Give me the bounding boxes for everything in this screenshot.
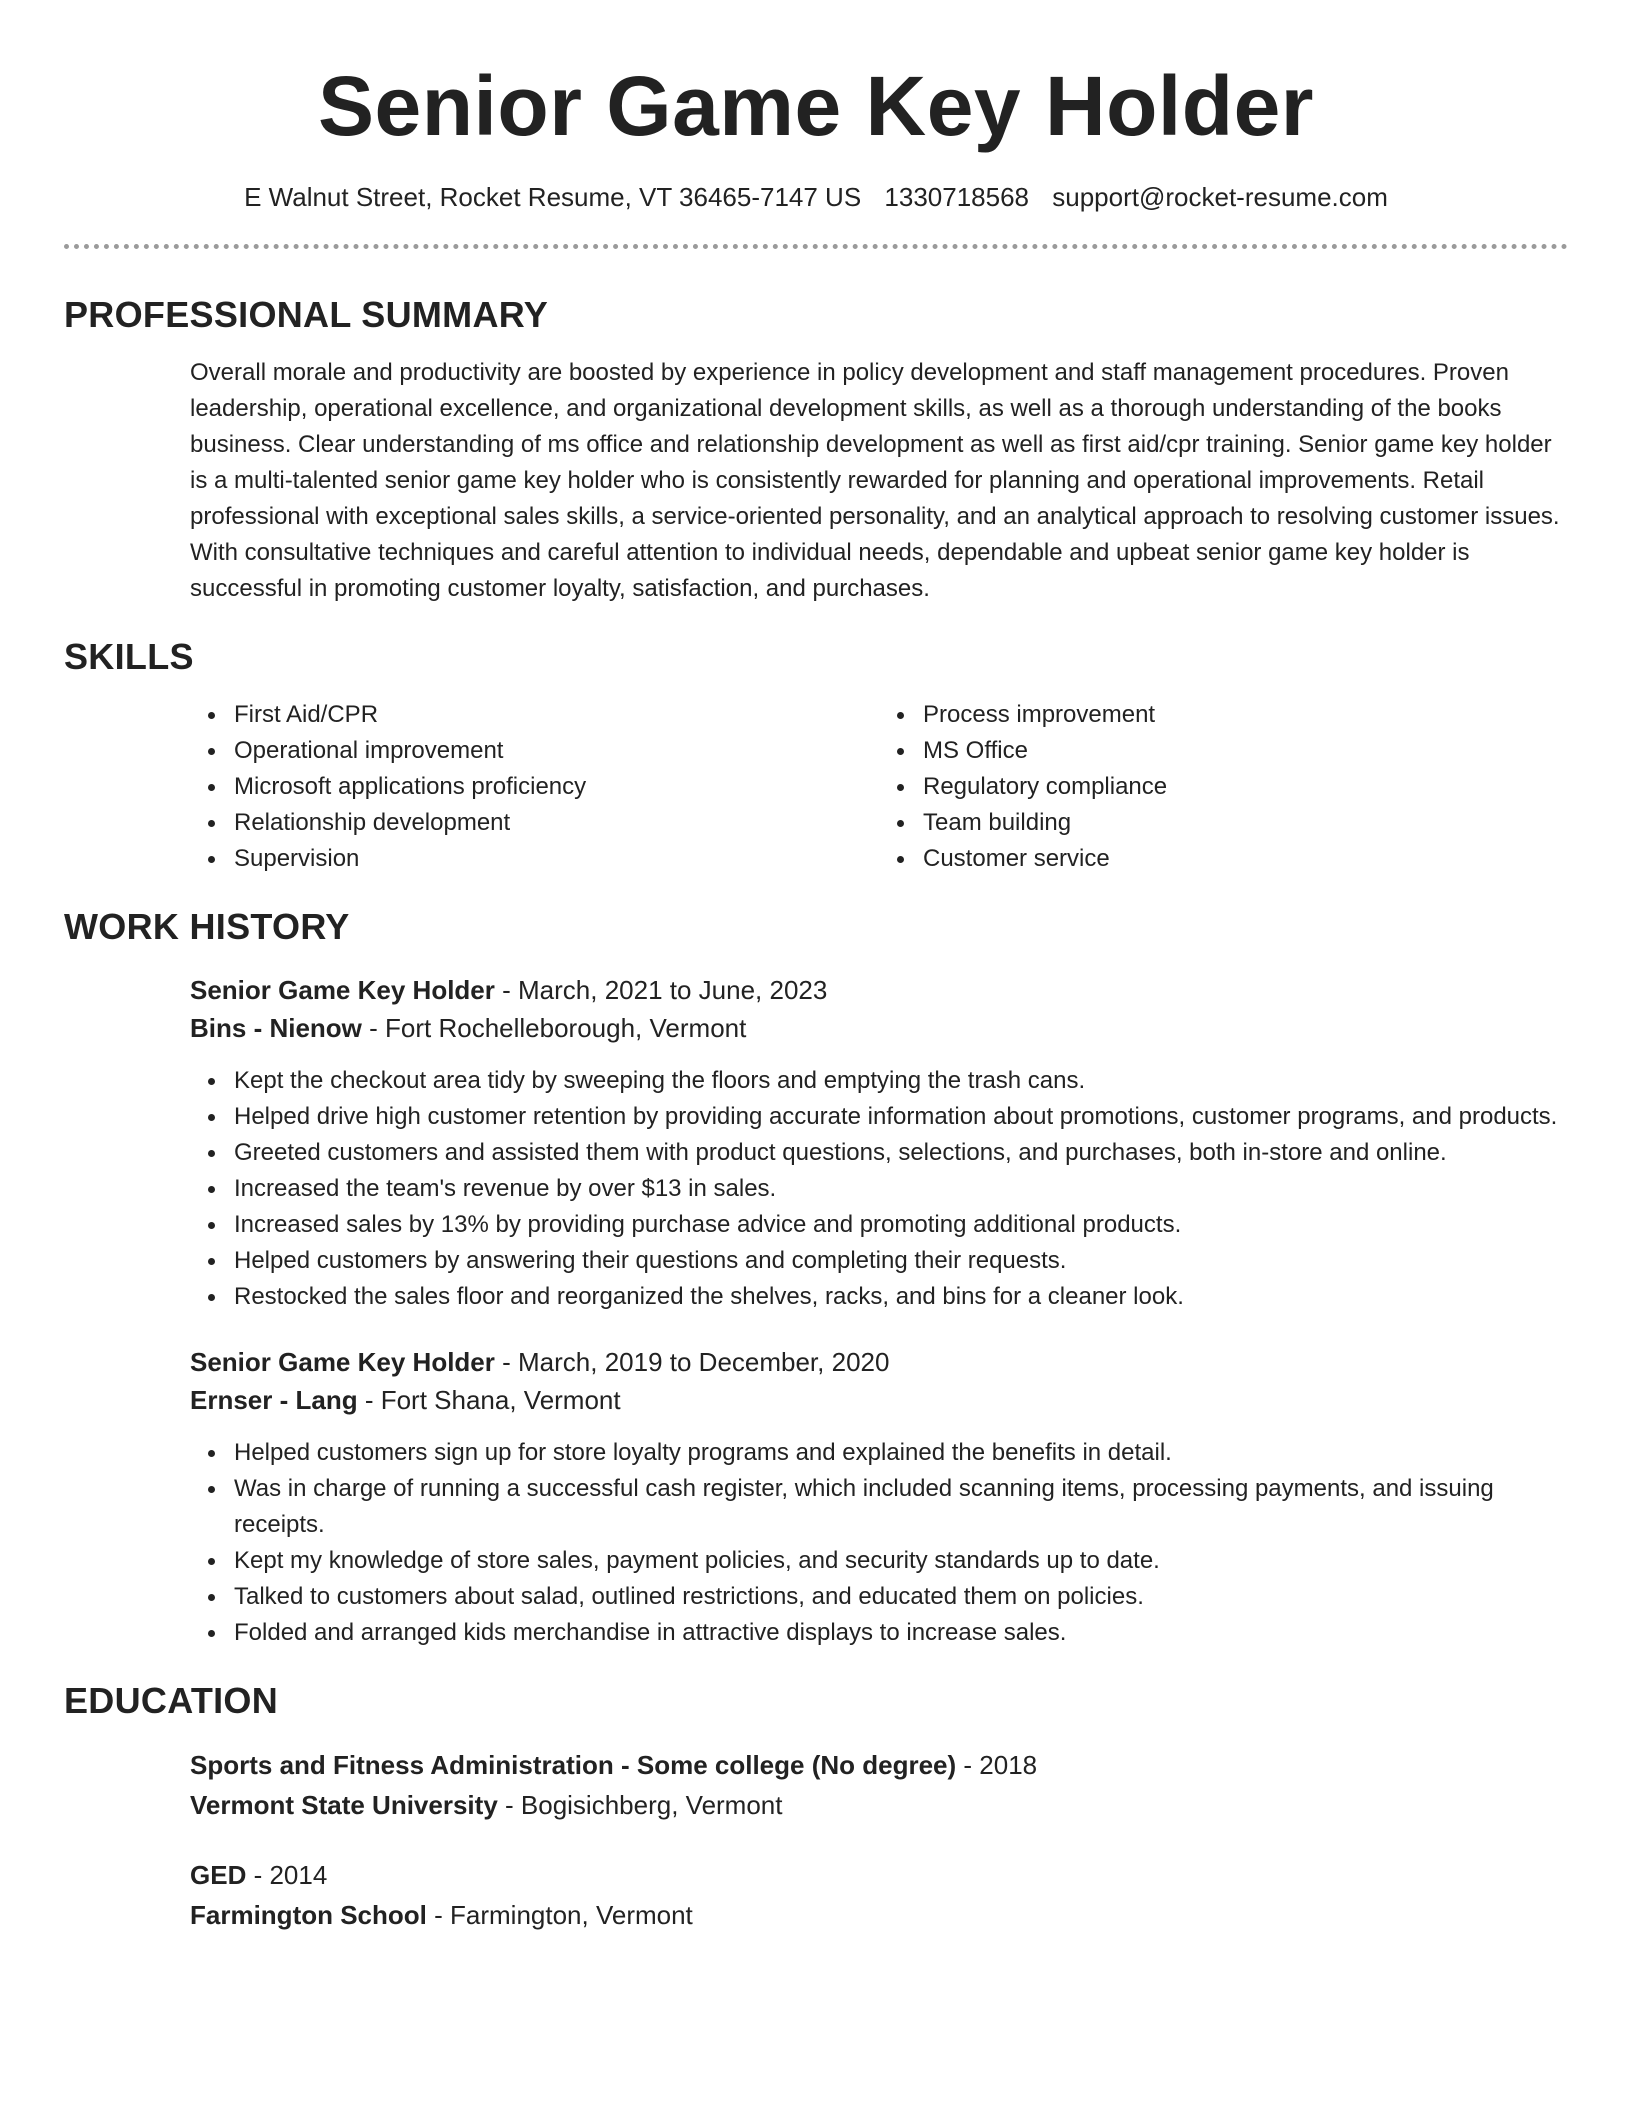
job-bullet: Helped drive high customer retention by providing accurate information about promotions, customer programs, and products. bbox=[234, 1099, 1568, 1135]
education-year: - 2018 bbox=[963, 1750, 1038, 1780]
job-role: Senior Game Key Holder bbox=[190, 1347, 495, 1377]
skill-item: First Aid/CPR bbox=[234, 697, 879, 733]
job-bullet: Kept the checkout area tidy by sweeping the floors and emptying the trash cans. bbox=[234, 1063, 1568, 1099]
job-role: Senior Game Key Holder bbox=[190, 975, 495, 1005]
summary-section bbox=[64, 293, 1568, 607]
job-bullet: Greeted customers and assisted them with product questions, selections, and purchases, both in-store and online. bbox=[234, 1135, 1568, 1171]
job-company-line bbox=[190, 1381, 1568, 1419]
work-section bbox=[64, 905, 1568, 1651]
job-entry bbox=[190, 1343, 1568, 1651]
summary-text: Overall morale and productivity are boosted by experience in policy development and staff management procedures. Proven leadership, operational excellence, and organizational development skills, as well as a thorough understanding of the books business. Clear understanding of ms office and relationship development as well as first aid/cpr training. Senior game key holder is a multi-talented senior game key holder who is consistently rewarded for planning and operational improvements. Retail professional with exceptional sales skills, a service-oriented personality, and an analytical approach to resolving customer issues. With consultative techniques and careful attention to individual needs, dependable and upbeat senior game key holder is successful in promoting customer loyalty, satisfaction, and purchases. bbox=[190, 359, 1560, 602]
skill-item: Process improvement bbox=[923, 697, 1568, 733]
skill-item: Relationship development bbox=[234, 805, 879, 841]
skills-grid bbox=[190, 697, 1568, 877]
skill-item: Customer service bbox=[923, 841, 1568, 877]
job-dates: - March, 2021 to June, 2023 bbox=[502, 975, 828, 1005]
job-bullet: Was in charge of running a successful cash register, which included scanning items, processing payments, and issuing receipts. bbox=[234, 1471, 1568, 1543]
education-heading: EDUCATION bbox=[64, 1680, 279, 1721]
job-bullet: Increased the team's revenue by over $13 in sales. bbox=[234, 1171, 1568, 1207]
skill-item: Regulatory compliance bbox=[923, 769, 1568, 805]
job-bullet: Talked to customers about salad, outlined restrictions, and educated them on policies. bbox=[234, 1579, 1568, 1615]
job-bullet: Helped customers by answering their questions and completing their requests. bbox=[234, 1243, 1568, 1279]
education-location: - Bogisichberg, Vermont bbox=[505, 1790, 783, 1820]
skills-left-column bbox=[190, 697, 879, 877]
job-company-line bbox=[190, 1009, 1568, 1047]
contact-address: E Walnut Street, Rocket Resume, VT 36465-7147 US bbox=[244, 182, 862, 212]
job-bullet: Kept my knowledge of store sales, payment policies, and security standards up to date. bbox=[234, 1543, 1568, 1579]
education-degree-line bbox=[190, 1745, 1568, 1785]
job-company: Ernser - Lang bbox=[190, 1385, 358, 1415]
education-school: Farmington School bbox=[190, 1900, 427, 1930]
skill-item: Supervision bbox=[234, 841, 879, 877]
resume-name: Senior Game Key Holder bbox=[318, 59, 1314, 153]
education-entry bbox=[190, 1745, 1568, 1825]
job-bullets bbox=[190, 1063, 1568, 1315]
education-entry bbox=[190, 1855, 1568, 1935]
job-bullet: Helped customers sign up for store loyalty programs and explained the benefits in detail. bbox=[234, 1435, 1568, 1471]
job-bullets bbox=[190, 1435, 1568, 1651]
summary-heading: PROFESSIONAL SUMMARY bbox=[64, 294, 549, 335]
job-location: - Fort Rochelleborough, Vermont bbox=[369, 1013, 747, 1043]
contact-line bbox=[64, 180, 1568, 214]
education-degree-line bbox=[190, 1855, 1568, 1895]
skills-right-column bbox=[879, 697, 1568, 877]
education-degree: GED bbox=[190, 1860, 247, 1890]
education-section bbox=[64, 1679, 1568, 1935]
contact-email: support@rocket-resume.com bbox=[1052, 182, 1388, 212]
job-title-line bbox=[190, 971, 1568, 1009]
skill-item: MS Office bbox=[923, 733, 1568, 769]
skills-heading: SKILLS bbox=[64, 636, 194, 677]
job-dates: - March, 2019 to December, 2020 bbox=[502, 1347, 890, 1377]
job-bullet: Restocked the sales floor and reorganized the shelves, racks, and bins for a cleaner look. bbox=[234, 1279, 1568, 1315]
skill-item: Team building bbox=[923, 805, 1568, 841]
education-school-line bbox=[190, 1895, 1568, 1935]
education-degree: Sports and Fitness Administration - Some college (No degree) bbox=[190, 1750, 957, 1780]
header-divider bbox=[64, 244, 1568, 249]
education-year: - 2014 bbox=[253, 1860, 328, 1890]
education-location: - Farmington, Vermont bbox=[434, 1900, 693, 1930]
job-bullet: Increased sales by 13% by providing purchase advice and promoting additional products. bbox=[234, 1207, 1568, 1243]
skill-item: Microsoft applications proficiency bbox=[234, 769, 879, 805]
education-school-line bbox=[190, 1785, 1568, 1825]
job-company: Bins - Nienow bbox=[190, 1013, 362, 1043]
skill-item: Operational improvement bbox=[234, 733, 879, 769]
job-entry bbox=[190, 971, 1568, 1315]
contact-phone: 1330718568 bbox=[884, 182, 1030, 212]
job-bullet: Folded and arranged kids merchandise in attractive displays to increase sales. bbox=[234, 1615, 1568, 1651]
job-title-line bbox=[190, 1343, 1568, 1381]
work-heading: WORK HISTORY bbox=[64, 906, 350, 947]
skills-section bbox=[64, 635, 1568, 877]
education-school: Vermont State University bbox=[190, 1790, 498, 1820]
job-location: - Fort Shana, Vermont bbox=[364, 1385, 621, 1415]
